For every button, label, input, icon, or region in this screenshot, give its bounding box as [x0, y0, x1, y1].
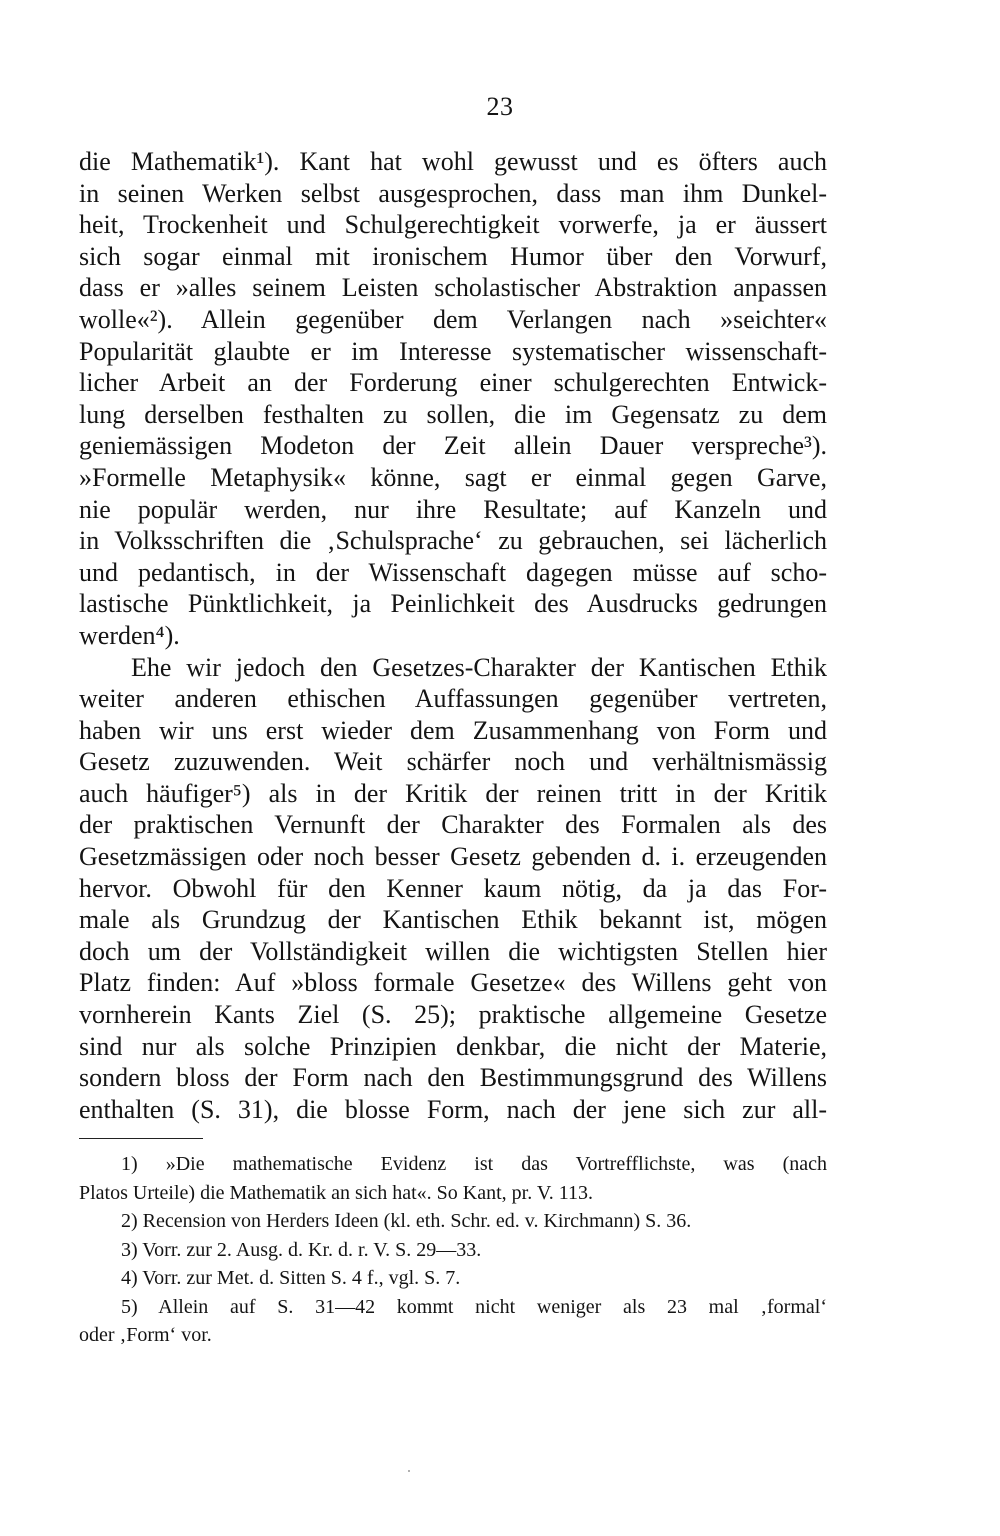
footnote-line: oder ‚Form‘ vor. — [79, 1324, 212, 1346]
footnote-line: 4) Vorr. zur Met. d. Sitten S. 4 f., vgl. S. 7. — [121, 1267, 461, 1289]
page-number: 23 — [486, 92, 514, 121]
footnote-line: Platos Urteile) die Mathematik an sich hat«. So Kant, pr. V. 113. — [79, 1181, 594, 1204]
text-line: die Mathematik¹). Kant hat wohl gewusst und es öfters auch — [79, 147, 827, 176]
text-line: in Volksschriften die ‚Schulsprache‘ zu gebrauchen, sei lächerlich — [79, 526, 827, 556]
text-line: der praktischen Vernunft der Charakter des Formalen als des — [79, 810, 827, 840]
text-line: sich sogar einmal mit ironischem Humor über den Vorwurf, — [79, 241, 827, 271]
text-line: lastische Pünktlichkeit, ja Peinlichkeit des Ausdrucks gedrungen — [79, 589, 827, 619]
text-line: Gesetz zuzuwenden. Weit schärfer noch und verhältnismässig — [79, 747, 827, 777]
text-line: Popularität glaubte er im Interesse systematischer wissenschaft- — [79, 336, 827, 366]
text-line: licher Arbeit an der Forderung einer schulgerechten Entwick- — [79, 368, 827, 398]
footnotes — [79, 1150, 827, 1350]
text-line: auch häufiger⁵) als in der Kritik der reinen tritt in der Kritik — [79, 778, 827, 808]
text-line-last: werden⁴). — [79, 620, 180, 650]
text-line: vornherein Kants Ziel (S. 25); praktische allgemeine Gesetze — [79, 1000, 827, 1030]
text-line: doch um der Vollständigkeit willen die wichtigsten Stellen hier — [79, 936, 827, 966]
paragraph-start-line: Ehe wir jedoch den Gesetzes-Charakter der Kantischen Ethik — [131, 652, 827, 682]
text-line: dass er »alles seinem Leisten scholastischer Abstraktion anpassen — [79, 273, 827, 303]
text-line: enthalten (S. 31), die blosse Form, nach der jene sich zur all- — [79, 1094, 827, 1124]
text-line: sondern bloss der Form nach den Bestimmungsgrund des Willens — [79, 1063, 827, 1093]
footnote-line: 1) »Die mathematische Evidenz ist das Vortrefflichste, was (nach — [121, 1153, 827, 1175]
text-line: nie populär werden, nur ihre Resultate; auf Kanzeln und — [79, 494, 827, 524]
text-line: wolle«²). Allein gegenüber dem Verlangen nach »seichter« — [79, 304, 827, 334]
footnote-line: 2) Recension von Herders Ideen (kl. eth. Schr. ed. v. Kirchmann) S. 36. — [121, 1210, 692, 1232]
text-line: Gesetzmässigen oder noch besser Gesetz gebenden d. i. erzeugenden — [79, 842, 827, 872]
text-line: in seinen Werken selbst ausgesprochen, dass man ihm Dunkel- — [79, 178, 827, 208]
text-line: weiter anderen ethischen Auffassungen gegenüber vertreten, — [79, 684, 827, 714]
text-line: sind nur als solche Prinzipien denkbar, die nicht der Materie, — [79, 1031, 827, 1061]
text-line: hervor. Obwohl für den Kenner kaum nötig, da ja das For- — [79, 873, 827, 903]
text-line: und pedantisch, in der Wissenschaft dagegen müsse auf scho- — [79, 557, 827, 587]
text-line: male als Grundzug der Kantischen Ethik bekannt ist, mögen — [79, 905, 827, 935]
text-line: haben wir uns erst wieder dem Zusammenhang von Form und — [79, 715, 827, 745]
text-line: Platz finden: Auf »bloss formale Gesetze« des Willens geht von — [79, 968, 827, 998]
text-line: lung derselben festhalten zu sollen, die im Gegensatz zu dem — [79, 399, 827, 429]
text-line: geniemässigen Modeton der Zeit allein Dauer verspreche³). — [79, 431, 827, 461]
text-line: heit, Trockenheit und Schulgerechtigkeit vorwerfe, ja er äussert — [79, 210, 827, 240]
text-line: »Formelle Metaphysik« könne, sagt er einmal gegen Garve, — [79, 462, 827, 492]
footnote-line: 5) Allein auf S. 31—42 kommt nicht weniger als 23 mal ‚formal‘ — [121, 1295, 827, 1318]
footnote-line: 3) Vorr. zur 2. Ausg. d. Kr. d. r. V. S. 29—33. — [121, 1238, 482, 1261]
body-text — [79, 146, 827, 1125]
paper-speck — [408, 1470, 410, 1472]
footnote-divider — [79, 1138, 203, 1139]
